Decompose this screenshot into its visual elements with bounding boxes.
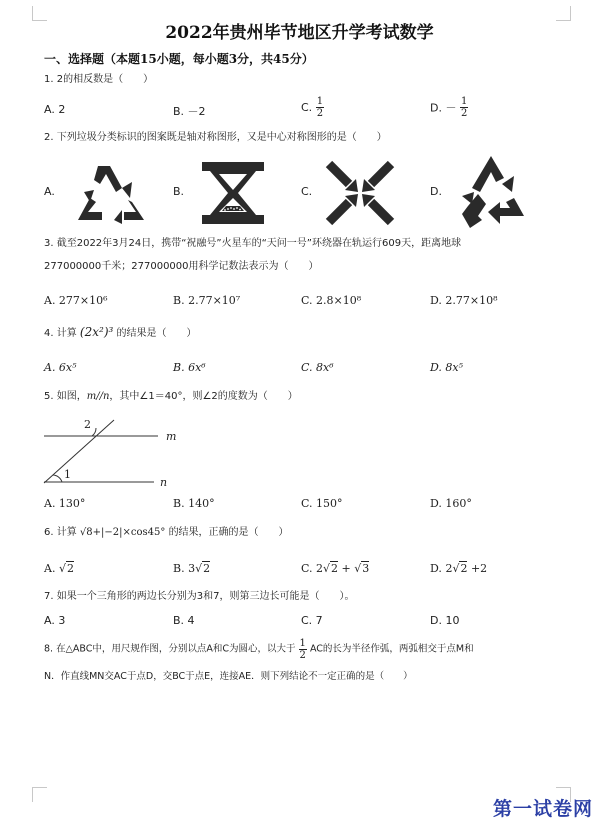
q6-option-d-label: D. [430,562,442,575]
question-3-stem-line-2: 277000000千米；277000000用科学记数法表示为（ ） [44,261,319,272]
hourglass-icon [200,160,266,226]
q3-option-c: C. 2.8×10⁸ [301,294,362,307]
q5-option-c: C. 150° [301,497,343,510]
four-inward-arrows-icon [325,160,395,226]
label-n: n [160,476,168,489]
q4-option-b: B. 6x⁶ [173,361,206,374]
fraction-numerator: 1 [316,96,324,107]
label-m: m [166,430,177,443]
q6-option-d-coefficient: 2 [445,562,453,575]
q6-option-a: A. √2 [44,562,74,575]
q6-option-d-tail: +2 [467,562,488,575]
q1-option-c [301,96,324,119]
q8-stem-prefix: 8. 在△ABC中，用尺规作图，分别以点A和C为圆心，以大于 [44,643,296,655]
q6-option-c-radicand: 2 [331,562,339,575]
fraction-denominator: 2 [316,108,324,119]
q3-option-d: D. 2.77×10⁸ [430,294,498,307]
q2-label-a: A. [44,185,55,198]
q8-fraction [299,638,307,661]
q5-option-d: D. 160° [430,497,472,510]
fraction-denominator: 2 [299,650,306,661]
q6-option-b: B. 3√2 [173,562,211,575]
fraction-denominator: 2 [460,108,468,119]
question-7-stem: 7. 如果一个三角形的两边长分别为3和7，则第三边长可能是（ ）。 [44,591,355,602]
q5-stem-prefix: 5. 如图， [44,391,87,402]
q1-option-d [430,96,468,119]
q6-stem-prefix: 6. 计算 [44,527,77,538]
q7-option-c: C. 7 [301,614,323,627]
transversal [44,420,114,483]
q7-option-a: A. 3 [44,614,66,627]
q5-option-b: B. 140° [173,497,215,510]
q4-stem-prefix: 4. 计算 [44,328,77,339]
question-5-stem [44,390,298,404]
q1-option-d-fraction [460,96,468,119]
q6-option-c: C. 2√2 + √3 [301,562,370,575]
question-4-stem [44,325,197,341]
site-watermark: 第一试卷网 [492,798,593,820]
q6-option-b-radicand: 2 [203,562,211,575]
recycle-bent-arrows-icon [456,154,526,230]
q8-stem-suffix: AC的长为半径作弧，两弧相交于点M和 [309,643,474,655]
label-angle-1: 1 [64,468,71,481]
q5-parallel-relation: m//n [86,391,110,402]
q5-figure [40,414,180,490]
q4-stem-suffix: 的结果是（ ） [116,328,197,339]
q6-option-c-coefficient: 2 [316,562,324,575]
question-6-stem [44,526,289,540]
q6-option-d-radicand: 2 [460,562,468,575]
q1-option-c-label: C. [301,101,313,114]
q7-option-b: B. 4 [173,614,195,627]
q4-option-d: D. 8x⁵ [430,361,464,374]
q4-option-c: C. 8x⁶ [301,361,334,374]
crop-mark-bottom-left [32,787,47,802]
q4-expression: (2x²)³ [79,325,114,339]
q6-option-c-radicand-2: 3 [362,562,370,575]
q6-option-d: D. 2√2 +2 [430,562,488,575]
question-3-stem-line-1: 3. 截至2022年3月24日，携带“祝融号”火星车的“天问一号”环绕器在轨运行609天，距离地球 [44,238,462,249]
q4-option-a: A. 6x⁵ [44,361,77,374]
q1-option-b: B. －2 [173,105,206,118]
question-2-stem: 2. 下列垃圾分类标识的图案既是轴对称图形，又是中心对称图形的是（ ） [44,132,387,143]
q1-option-c-fraction [316,96,324,119]
label-angle-2: 2 [84,418,91,431]
q7-option-d: D. 10 [430,614,460,627]
q6-option-a-radicand: 2 [66,562,74,575]
section-heading: 一、选择题（本题15小题，每小题3分，共45分） [44,52,314,66]
q1-option-a: A. 2 [44,103,66,116]
question-8-stem-line-2: N．作直线MN交AC于点D，交BC于点E，连接AE．则下列结论不一定正确的是（ ） [44,671,413,682]
q6-expression-rest: +|−2|×cos45° [92,527,166,538]
q2-label-d: D. [430,185,442,198]
fraction-numerator: 1 [299,638,306,649]
q6-option-b-label: B. [173,562,185,575]
fraction-numerator: 1 [460,96,468,107]
q6-option-b-coefficient: 3 [188,562,196,575]
question-1-stem: 1. 2的相反数是（ ） [44,74,154,85]
q6-expression-root: √8 [79,527,93,538]
q3-option-a: A. 277×10⁶ [44,294,108,307]
q6-stem-suffix: 的结果，正确的是（ ） [168,527,289,538]
q6-option-c-plus: + [338,562,355,575]
q6-option-c-label: C. [301,562,313,575]
page-title: 2022年贵州毕节地区升学考试数学 [165,23,434,43]
q1-option-d-label: D. － [430,101,457,115]
q6-option-a-label: A. [44,562,56,575]
question-8-stem-line-1 [44,638,474,661]
q5-option-a: A. 130° [44,497,86,510]
q2-label-b: B. [173,185,185,198]
q5-stem-rest: ，其中∠1＝40°，则∠2的度数为（ ） [109,391,298,402]
recycle-triangle-arrows-icon [70,158,152,226]
q3-option-b: B. 2.77×10⁷ [173,294,241,307]
q2-label-c: C. [301,185,313,198]
